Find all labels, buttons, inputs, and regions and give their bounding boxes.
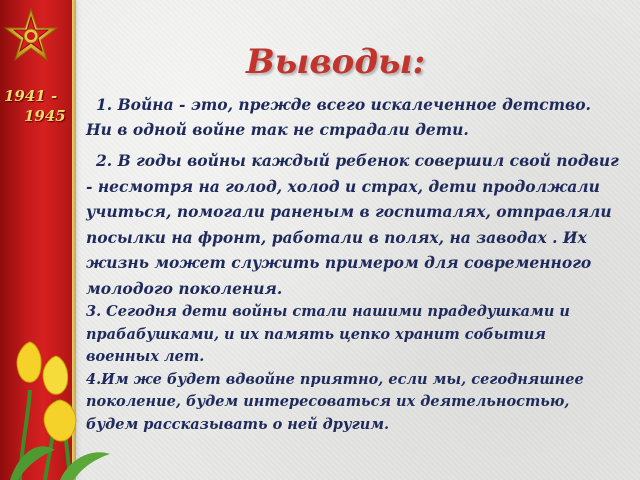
conclusions-text	[86, 92, 621, 436]
order-star-icon	[2, 8, 60, 66]
conclusion-paragraph-2: 2. В годы войны каждый ребенок совершил свой подвиг - несмотря на голод, холод и страх, дети продолжали учиться, помогали раненым в госпиталях, отправляли посылки на фронт, работали в полях, на заводах . Их жизнь может служить примером для современного молодого поколения.	[86, 151, 619, 298]
conclusion-paragraph-4: 4.Им же будет вдвойне приятно, если мы, сегодняшнее поколение, будем интересоваться их деятельностью, будем рассказывать о ней другим.	[86, 370, 584, 433]
conclusion-paragraph-3: 3. Сегодня дети войны стали нашими прадедушками и прабабушками, и их память цепко хранит события военных лет.	[86, 303, 570, 365]
year-end: 1945	[24, 107, 66, 125]
years-label	[4, 86, 70, 126]
slide-title: Выводы:	[246, 42, 426, 82]
year-start: 1941 -	[4, 87, 58, 105]
conclusion-paragraph-1: 1. Война - это, прежде всего искалеченное детство. Ни в одной войне так не страдали дети.	[86, 95, 591, 139]
